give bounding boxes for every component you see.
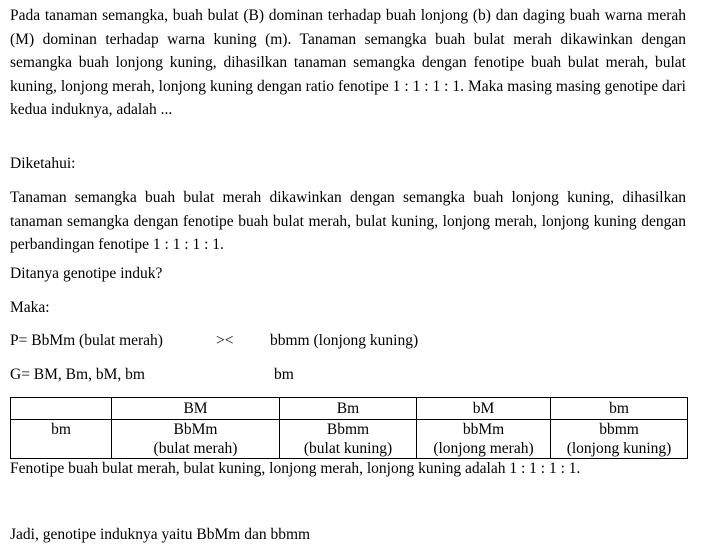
- table-header-cell: [11, 398, 112, 420]
- cell-genotype: Bbmm: [326, 421, 370, 438]
- cell-phenotype: (bulat merah): [153, 440, 238, 457]
- result-line: Fenotipe buah bulat merah, bulat kuning, lonjong merah, lonjong kuning adalah 1 : 1 : 1 : 1.: [10, 460, 581, 477]
- table-header-cell: Bm: [280, 398, 417, 420]
- conclusion-line: Jadi, genotipe induknya yaitu BbMm dan bbmm: [10, 526, 311, 543]
- gametes-2: bm: [274, 366, 294, 383]
- table-cell: [417, 420, 551, 459]
- gametes-1: G= BM, Bm, bM, bm: [10, 366, 145, 383]
- table-row-label: bm: [11, 420, 112, 459]
- cross-symbol: ><: [216, 332, 234, 349]
- table-header-cell: bm: [551, 398, 688, 420]
- cell-genotype: BbMm: [173, 421, 218, 438]
- cell-phenotype: (lonjong kuning): [566, 440, 672, 457]
- then-line: Maka:: [10, 299, 50, 316]
- cell-genotype: bbmm: [599, 421, 639, 438]
- cell-phenotype: (lonjong merah): [433, 440, 534, 457]
- known-paragraph: Tanaman semangka buah bulat merah dikawinkan dengan semangka buah lonjong kuning, dihasilkan tanaman semangka dengan fenotipe buah bulat merah, bulat kuning, lonjong merah, lonjong kuning dengan perbandingan fenotipe 1 : 1 : 1 : 1.: [10, 189, 686, 253]
- question-paragraph: Pada tanaman semangka, buah bulat (B) dominan terhadap buah lonjong (b) dan daging buah warna merah (M) dominan terhadap warna kuning (m). Tanaman semangka buah bulat merah dikawinkan dengan semangka buah lonjong kuning, dihasilkan tanaman semangka dengan fenotipe buah bulat merah, bulat kuning, lonjong merah, lonjong kuning dengan ratio fenotipe 1 : 1 : 1 : 1. Maka masing masing genotipe dari kedua induknya, adalah ...: [10, 7, 686, 118]
- parent-1: P= BbMm (bulat merah): [10, 332, 163, 349]
- table-cell: [551, 420, 688, 459]
- parent-2: bbmm (lonjong kuning): [270, 332, 419, 349]
- table-cell: [112, 420, 280, 459]
- cell-phenotype: (bulat kuning): [303, 440, 393, 457]
- known-label: Diketahui:: [10, 155, 76, 172]
- cell-genotype: bbMm: [462, 421, 505, 438]
- table-header-row: [11, 398, 688, 420]
- table-header-cell: bM: [417, 398, 551, 420]
- asked-line: Ditanya genotipe induk?: [10, 265, 163, 282]
- table-row: [11, 420, 688, 459]
- table-header-cell: BM: [112, 398, 280, 420]
- punnett-table: [10, 397, 688, 459]
- table-cell: [280, 420, 417, 459]
